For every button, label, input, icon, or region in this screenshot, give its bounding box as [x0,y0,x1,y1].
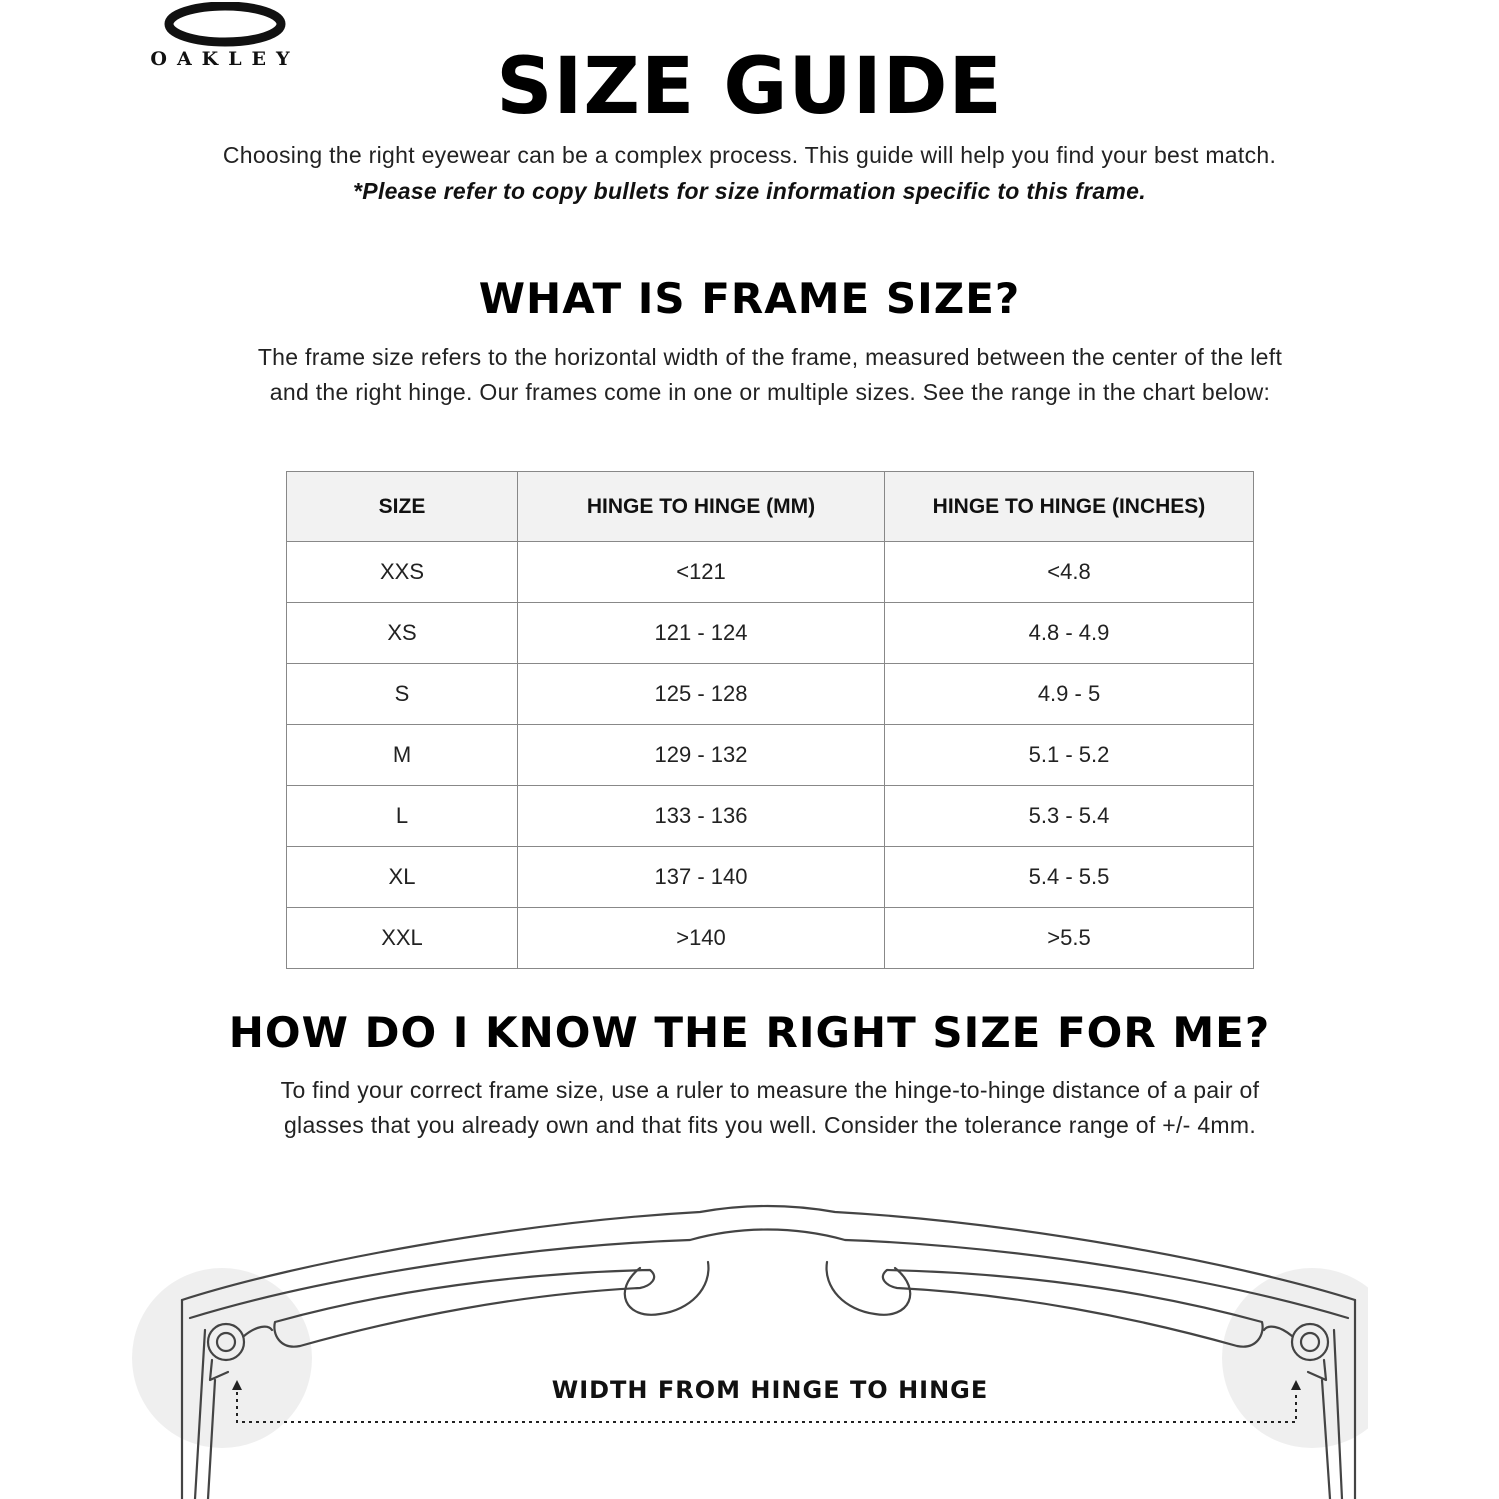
right-size-heading: HOW DO I KNOW THE RIGHT SIZE FOR ME? [228,1008,1271,1057]
inches-cell: 5.1 - 5.2 [885,725,1254,786]
size-cell: XS [287,603,518,664]
mm-cell: 133 - 136 [518,786,885,847]
size-cell: XXL [287,908,518,969]
table-row [287,725,1254,786]
inches-cell: 5.3 - 5.4 [885,786,1254,847]
page-title: SIZE GUIDE [496,42,1003,132]
frame-size-line-1: The frame size refers to the horizontal width of the frame, measured between the center of the left [257,344,1283,370]
table-row [287,786,1254,847]
frame-size-line-2: and the right hinge. Our frames come in one or multiple sizes. See the range in the chart below: [269,379,1271,405]
frame-size-description [150,340,1390,410]
column-header-size: SIZE [287,472,518,542]
intro-note: *Please refer to copy bullets for size information specific to this frame. [353,178,1146,204]
table-row [287,664,1254,725]
logo-wordmark: OAKLEY [150,48,300,70]
inches-cell: <4.8 [885,542,1254,603]
column-header-mm: HINGE TO HINGE (MM) [518,472,885,542]
mm-cell: <121 [518,542,885,603]
size-cell: M [287,725,518,786]
size-cell: XL [287,847,518,908]
mm-cell: 137 - 140 [518,847,885,908]
right-size-description [150,1073,1390,1143]
inches-cell: 4.9 - 5 [885,664,1254,725]
table-row [287,603,1254,664]
column-header-inches: HINGE TO HINGE (INCHES) [885,472,1254,542]
inches-cell: 4.8 - 4.9 [885,603,1254,664]
mm-cell: 129 - 132 [518,725,885,786]
size-cell: XXS [287,542,518,603]
right-size-line-2: glasses that you already own and that fits you well. Consider the tolerance range of +/- 4mm. [283,1112,1257,1138]
table-row [287,542,1254,603]
inches-cell: 5.4 - 5.5 [885,847,1254,908]
table-row [287,847,1254,908]
table-row [287,908,1254,969]
size-cell: L [287,786,518,847]
frame-size-heading: WHAT IS FRAME SIZE? [478,274,1021,323]
hinge-width-label: WIDTH FROM HINGE TO HINGE [551,1376,989,1404]
inches-cell: >5.5 [885,908,1254,969]
glasses-frame-illustration [0,1170,1499,1499]
right-size-line-1: To find your correct frame size, use a ruler to measure the hinge-to-hinge distance of a pair of [280,1077,1260,1103]
intro-text: Choosing the right eyewear can be a complex process. This guide will help you find your best match. [222,142,1277,168]
mm-cell: >140 [518,908,885,969]
size-cell: S [287,664,518,725]
mm-cell: 125 - 128 [518,664,885,725]
size-chart-table [286,471,1254,969]
mm-cell: 121 - 124 [518,603,885,664]
table-header-row [287,472,1254,542]
